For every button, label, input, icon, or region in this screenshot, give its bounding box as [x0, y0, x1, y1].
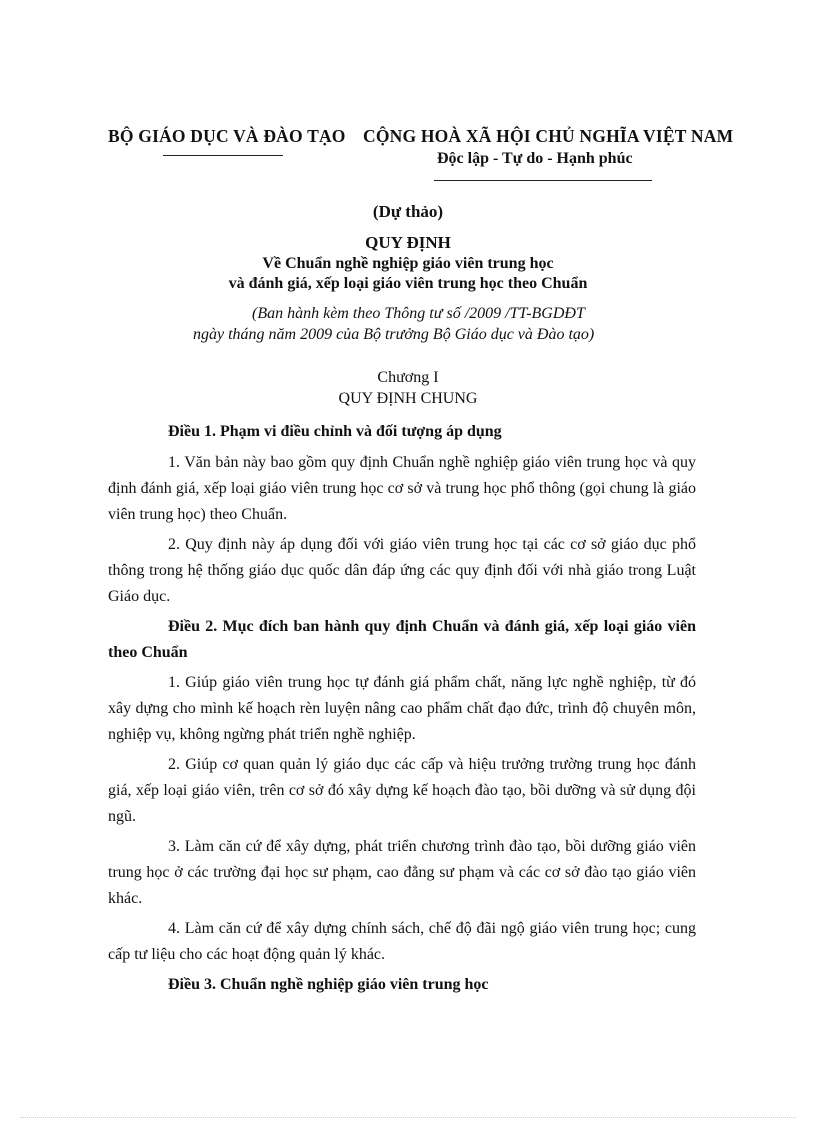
- article-2-paragraph-3: 3. Làm căn cứ để xây dựng, phát triển chương trình đào tạo, bồi dưỡng giáo viên trung học ở các trường đại học sư phạm, cao đẳng sư phạm và các cơ sở đào tạo giáo viên khác.: [108, 838, 696, 907]
- page-bottom-border: [20, 1117, 796, 1118]
- document-subtitle-line-2: và đánh giá, xếp loại giáo viên trung học theo Chuẩn: [228, 275, 588, 292]
- issued-note-line-1: (Ban hành kèm theo Thông tư số /2009 /TT-BGDĐT: [252, 305, 585, 322]
- document-subtitle-line-1: Về Chuẩn nghề nghiệp giáo viên trung học: [262, 255, 554, 272]
- article-2-paragraph-2: 2. Giúp cơ quan quản lý giáo dục các cấp và hiệu trưởng trường trung học đánh giá, xếp loại giáo viên, trên cơ sở đó xây dựng kế hoạch đào tạo, bồi dưỡng và sử dụng đội ngũ.: [108, 756, 696, 825]
- chapter-number: Chương I: [377, 369, 439, 386]
- document-title: QUY ĐỊNH: [365, 233, 451, 252]
- article-3-heading: Điều 3. Chuẩn nghề nghiệp giáo viên trung học: [168, 976, 489, 993]
- republic-name: CỘNG HOÀ XÃ HỘI CHỦ NGHĨA VIỆT NAM: [363, 126, 734, 146]
- article-2-paragraph-4: 4. Làm căn cứ để xây dựng chính sách, chế độ đãi ngộ giáo viên trung học; cung cấp tư liệu cho các hoạt động quản lý khác.: [108, 920, 696, 963]
- ministry-underline: [163, 155, 283, 156]
- chapter-name: QUY ĐỊNH CHUNG: [338, 390, 478, 407]
- article-2-heading: Điều 2. Mục đích ban hành quy định Chuẩn và đánh giá, xếp loại giáo viên theo Chuẩn: [108, 618, 696, 661]
- article-1-heading: Điều 1. Phạm vi điều chỉnh và đối tượng áp dụng: [168, 423, 502, 440]
- article-1-paragraph-2: 2. Quy định này áp dụng đối với giáo viên trung học tại các cơ sở giáo dục phổ thông trong hệ thống giáo dục quốc dân đáp ứng các quy định đối với nhà giáo trong Luật Giáo dục.: [108, 536, 696, 605]
- article-2-paragraph-1: 1. Giúp giáo viên trung học tự đánh giá phẩm chất, năng lực nghề nghiệp, từ đó xây dựng cho mình kế hoạch rèn luyện nâng cao phẩm chất đạo đức, trình độ chuyên môn, nghiệp vụ, không ngừng phát triển nghề nghiệp.: [108, 674, 696, 743]
- national-motto: Độc lập - Tự do - Hạnh phúc: [437, 150, 633, 167]
- issued-note-line-2: ngày tháng năm 2009 của Bộ trưởng Bộ Giáo dục và Đào tạo): [193, 326, 595, 343]
- ministry-name: BỘ GIÁO DỤC VÀ ĐÀO TẠO: [108, 126, 346, 146]
- draft-label: (Dự thảo): [372, 202, 444, 221]
- article-1-paragraph-1: 1. Văn bản này bao gồm quy định Chuẩn nghề nghiệp giáo viên trung học và quy định đánh giá, xếp loại giáo viên trung học cơ sở và trung học phổ thông (gọi chung là giáo viên trung học) theo Chuẩn.: [108, 454, 696, 523]
- motto-underline: [434, 180, 652, 181]
